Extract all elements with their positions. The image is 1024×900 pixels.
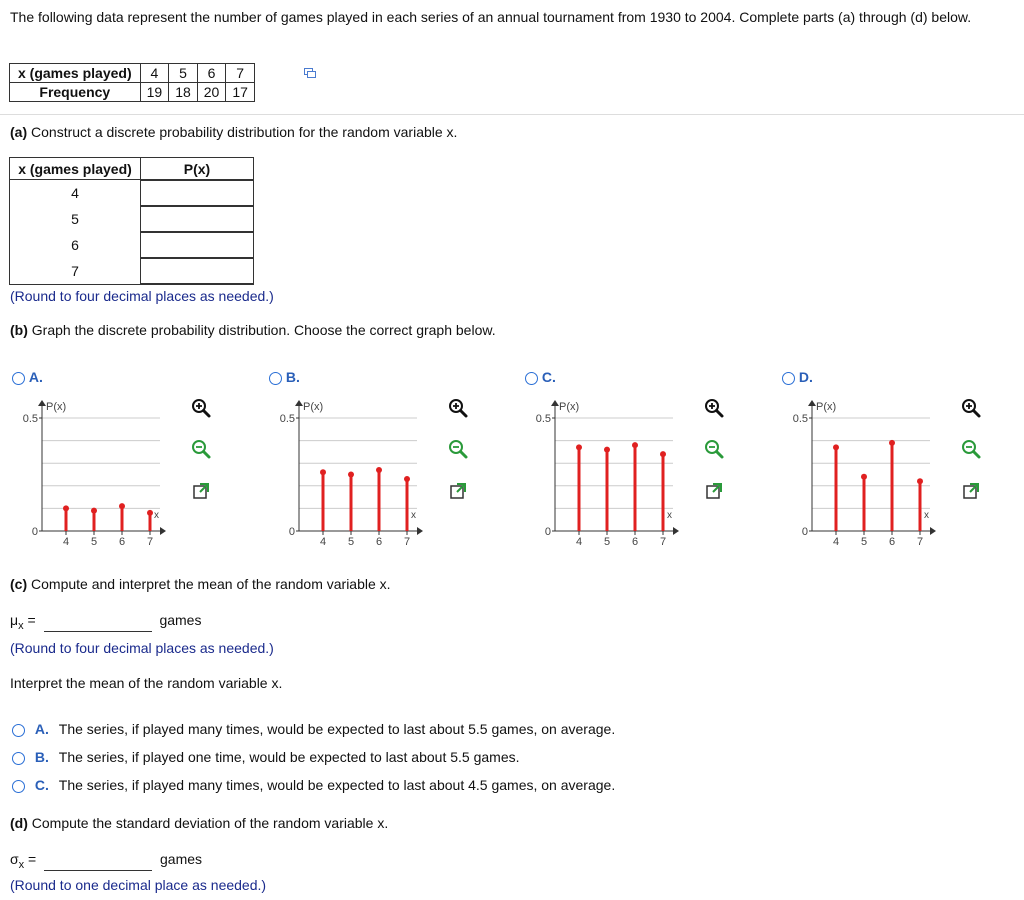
mean-answer-row: $\mu_x$ = games <box>10 612 202 632</box>
x-tick-label: 6 <box>631 536 639 548</box>
open-graph-icon[interactable] <box>190 480 212 502</box>
y-tick-label: 0.5 <box>22 413 38 425</box>
graph-option-a[interactable]: A. <box>12 369 43 385</box>
x-tick-label: 6 <box>118 536 126 548</box>
y-axis-label: P(x) <box>303 401 324 413</box>
zoom-in-icon[interactable] <box>703 397 725 419</box>
p-of-x-input[interactable] <box>141 258 253 284</box>
x-axis-arrow <box>417 527 423 535</box>
prob-x-cell: 6 <box>10 232 141 258</box>
probability-table <box>9 157 254 285</box>
x-axis-label: x <box>411 510 416 521</box>
graph-option-b[interactable]: B. <box>269 369 300 385</box>
x-axis-arrow <box>673 527 679 535</box>
y-axis-label: P(x) <box>46 401 67 413</box>
mean-option-a[interactable]: A. The series, if played many times, would be expected to last about 5.5 games, on average. <box>12 721 615 737</box>
x-tick-label: 4 <box>62 536 70 548</box>
bar-point <box>147 510 153 516</box>
prob-x-header: x (games played) <box>10 158 141 180</box>
radio-button[interactable] <box>269 372 282 385</box>
x-tick-label: 7 <box>916 536 924 548</box>
graph-option-d[interactable]: D. <box>782 369 813 385</box>
freq-f-cell: 18 <box>169 83 198 102</box>
zoom-out-icon[interactable] <box>190 438 212 460</box>
graph-b <box>263 392 433 552</box>
radio-button[interactable] <box>12 752 25 765</box>
sd-input[interactable] <box>44 856 152 871</box>
radio-button[interactable] <box>12 780 25 793</box>
bar-point <box>576 444 582 450</box>
open-graph-icon[interactable] <box>703 480 725 502</box>
mean-input[interactable] <box>44 617 152 632</box>
x-axis-label: x <box>154 510 159 521</box>
zoom-in-icon[interactable] <box>960 397 982 419</box>
mu-symbol: μ <box>10 612 19 628</box>
bar-point <box>604 447 610 453</box>
x-tick-label: 4 <box>575 536 583 548</box>
y-tick-label: 0.5 <box>535 413 551 425</box>
sd-answer-row: $\sigma_x$ = games <box>10 851 203 871</box>
freq-f-header: Frequency <box>10 83 141 102</box>
y-tick-label: 0 <box>31 526 38 538</box>
x-tick-label: 6 <box>375 536 383 548</box>
x-tick-label: 7 <box>146 536 154 548</box>
y-axis-arrow <box>551 400 559 406</box>
frequency-table <box>9 63 255 102</box>
freq-x-header: x (games played) <box>10 64 141 83</box>
prob-x-cell: 7 <box>10 258 141 285</box>
part-a-prompt: (a) Construct a discrete probability distribution for the random variable x. <box>10 124 458 140</box>
mean-unit: games <box>159 612 202 628</box>
y-axis-arrow <box>808 400 816 406</box>
y-tick-label: 0.5 <box>279 413 295 425</box>
p-of-x-input[interactable] <box>141 180 253 206</box>
x-tick-label: 5 <box>860 536 868 548</box>
x-tick-label: 4 <box>319 536 327 548</box>
zoom-out-icon[interactable] <box>447 438 469 460</box>
bar-point <box>660 451 666 457</box>
prob-p-header: P(x) <box>141 158 254 180</box>
x-axis-arrow <box>160 527 166 535</box>
x-tick-label: 7 <box>403 536 411 548</box>
x-tick-label: 7 <box>659 536 667 548</box>
graph-c <box>519 392 689 552</box>
y-tick-label: 0 <box>288 526 295 538</box>
problem-intro: The following data represent the number of games played in each series of an annual tournament from 1930 to 2004. Complete parts (a) through (d) below. <box>10 9 972 25</box>
y-axis-label: P(x) <box>559 401 580 413</box>
bar-point <box>348 472 354 478</box>
mean-option-b[interactable]: B. The series, if played one time, would be expected to last about 5.5 games. <box>12 749 520 765</box>
open-graph-icon[interactable] <box>960 480 982 502</box>
bar-point <box>91 508 97 514</box>
y-axis-label: P(x) <box>816 401 837 413</box>
graph-a <box>6 392 176 552</box>
freq-x-cell: 7 <box>226 64 255 83</box>
bar-point <box>404 476 410 482</box>
prob-x-cell: 5 <box>10 206 141 232</box>
x-axis-label: x <box>924 510 929 521</box>
y-tick-label: 0 <box>801 526 808 538</box>
y-tick-label: 0 <box>544 526 551 538</box>
part-c-note: (Round to four decimal places as needed.) <box>10 640 274 656</box>
freq-x-cell: 6 <box>197 64 226 83</box>
part-d-prompt: (d) Compute the standard deviation of the random variable x. <box>10 815 389 831</box>
part-a-note: (Round to four decimal places as needed.) <box>10 288 274 304</box>
divider <box>0 114 1024 115</box>
freq-x-cell: 4 <box>140 64 169 83</box>
bar-point <box>833 444 839 450</box>
radio-button[interactable] <box>12 372 25 385</box>
x-tick-label: 6 <box>888 536 896 548</box>
radio-button[interactable] <box>525 372 538 385</box>
bar-point <box>320 469 326 475</box>
bar-point <box>632 442 638 448</box>
bar-point <box>376 467 382 473</box>
x-axis-arrow <box>930 527 936 535</box>
bar-point <box>889 440 895 446</box>
freq-f-cell: 19 <box>140 83 169 102</box>
x-tick-label: 5 <box>90 536 98 548</box>
radio-button[interactable] <box>782 372 795 385</box>
part-c-prompt: (c) Compute and interpret the mean of the random variable x. <box>10 576 391 592</box>
open-graph-icon[interactable] <box>447 480 469 502</box>
bar-point <box>119 503 125 509</box>
part-d-note: (Round to one decimal place as needed.) <box>10 877 267 893</box>
graph-option-c[interactable]: C. <box>525 369 556 385</box>
x-tick-label: 4 <box>832 536 840 548</box>
freq-f-cell: 17 <box>226 83 255 102</box>
interpret-prompt: Interpret the mean of the random variable x. <box>10 675 283 691</box>
zoom-in-icon[interactable] <box>190 397 212 419</box>
zoom-out-icon[interactable] <box>703 438 725 460</box>
bar-point <box>861 474 867 480</box>
p-of-x-input[interactable] <box>141 206 253 232</box>
mean-option-c[interactable]: C. The series, if played many times, would be expected to last about 4.5 games, on average. <box>12 777 615 793</box>
zoom-in-icon[interactable] <box>447 397 469 419</box>
part-b-prompt: (b) Graph the discrete probability distribution. Choose the correct graph below. <box>10 322 496 338</box>
x-tick-label: 5 <box>603 536 611 548</box>
prob-x-cell: 4 <box>10 180 141 207</box>
p-of-x-input[interactable] <box>141 232 253 258</box>
y-tick-label: 0.5 <box>792 413 808 425</box>
zoom-out-icon[interactable] <box>960 438 982 460</box>
freq-f-cell: 20 <box>197 83 226 102</box>
sd-unit: games <box>160 851 203 867</box>
bar-point <box>917 478 923 484</box>
freq-x-cell: 5 <box>169 64 198 83</box>
bar-point <box>63 505 69 511</box>
y-axis-arrow <box>295 400 303 406</box>
copy-data-icon[interactable] <box>304 68 316 78</box>
y-axis-arrow <box>38 400 46 406</box>
sigma-symbol: σ <box>10 851 19 867</box>
x-tick-label: 5 <box>347 536 355 548</box>
x-axis-label: x <box>667 510 672 521</box>
radio-button[interactable] <box>12 724 25 737</box>
graph-d <box>776 392 946 552</box>
